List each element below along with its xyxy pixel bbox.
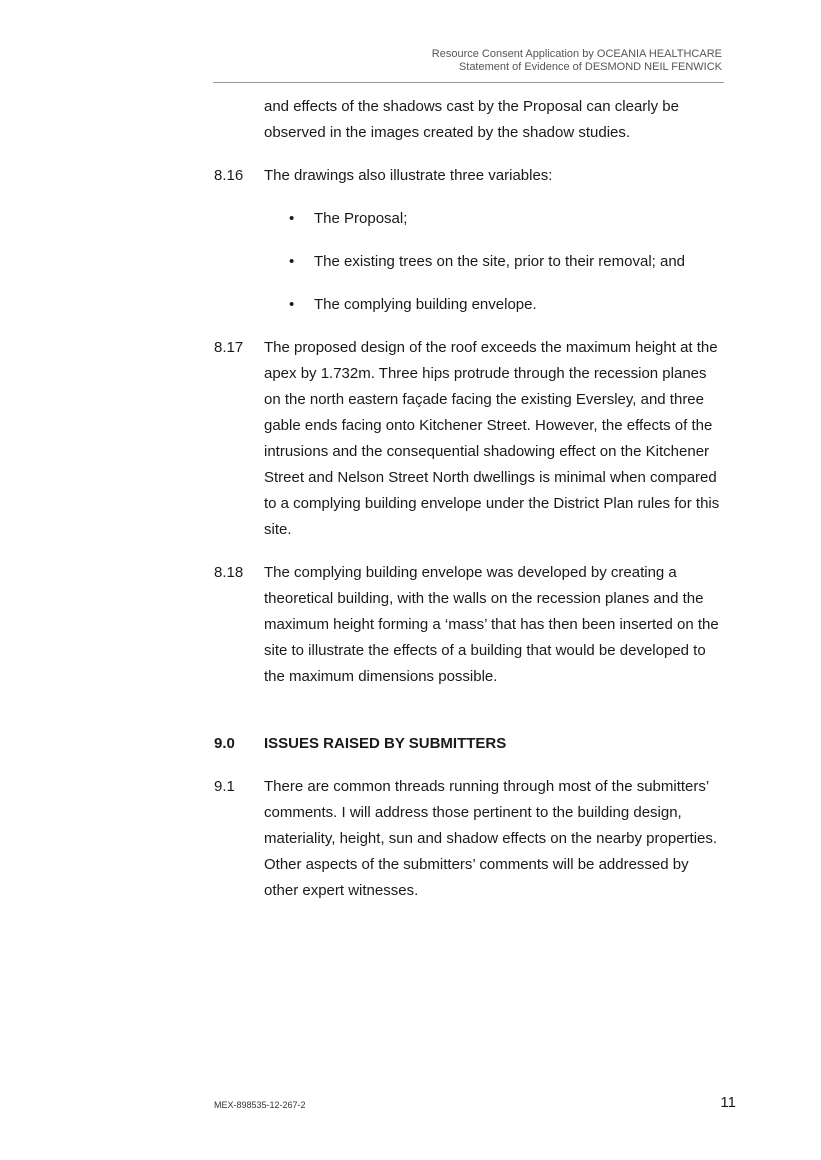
section-number: 9.0 (214, 735, 235, 752)
document-body (214, 94, 726, 921)
variables-list (214, 206, 726, 318)
list-item-text: The complying building envelope. (314, 296, 537, 313)
page-number: 11 (720, 1094, 736, 1111)
paragraph-number: 8.16 (214, 167, 244, 184)
bullet-icon: • (289, 253, 295, 270)
list-item (214, 206, 726, 232)
page-header (432, 48, 722, 74)
header-line-2: Statement of Evidence of DESMOND NEIL FENWICK (458, 61, 722, 73)
paragraph-8-17 (214, 335, 726, 543)
document-reference: MEX-898535-12-267-2 (214, 1100, 306, 1110)
bullet-icon: • (289, 210, 295, 227)
paragraph-text: The complying building envelope was developed by creating a theoretical building, with the walls on the recession planes and the maximum height forming a ‘mass’ that has then been inserted on the site to illustrate the effects of a building that would be developed to the maximum dimensions possible. (264, 564, 719, 685)
paragraph-text: The drawings also illustrate three variables: (264, 167, 553, 184)
paragraph-9-1 (214, 774, 726, 904)
paragraph-number: 9.1 (214, 778, 235, 795)
paragraph-text: There are common threads running through most of the submitters’ comments. I will address those pertinent to the building design, materiality, height, sun and shadow effects on the nearby properties. Other aspects of the submitters’ comments will be addressed by other expert witnesses. (264, 778, 718, 899)
bullet-icon: • (289, 296, 295, 313)
list-item-text: The Proposal; (314, 210, 408, 227)
header-line-1: Resource Consent Application by OCEANIA HEALTHCARE (431, 48, 722, 60)
section-heading (214, 731, 726, 757)
header-divider (213, 82, 724, 83)
paragraph-number: 8.17 (214, 339, 244, 356)
section-title: ISSUES RAISED BY SUBMITTERS (264, 735, 507, 752)
list-item-text: The existing trees on the site, prior to their removal; and (314, 253, 686, 270)
paragraph-8-16 (214, 163, 726, 189)
paragraph-number: 8.18 (214, 564, 244, 581)
paragraph-8-18 (214, 560, 726, 690)
paragraph-continuation: and effects of the shadows cast by the Proposal can clearly be observed in the images created by the shadow studies. (264, 98, 679, 141)
list-item (214, 249, 726, 275)
paragraph-text: The proposed design of the roof exceeds the maximum height at the apex by 1.732m. Three hips protrude through the recession planes on the north eastern façade facing the existing Eversley, and three gable ends facing onto Kitchener Street. However, the effects of the intrusions and the consequential shadowing effect on the Kitchener Street and Nelson Street North dwellings is minimal when compared to a complying building envelope under the District Plan rules for this site. (264, 339, 720, 538)
list-item (214, 292, 726, 318)
